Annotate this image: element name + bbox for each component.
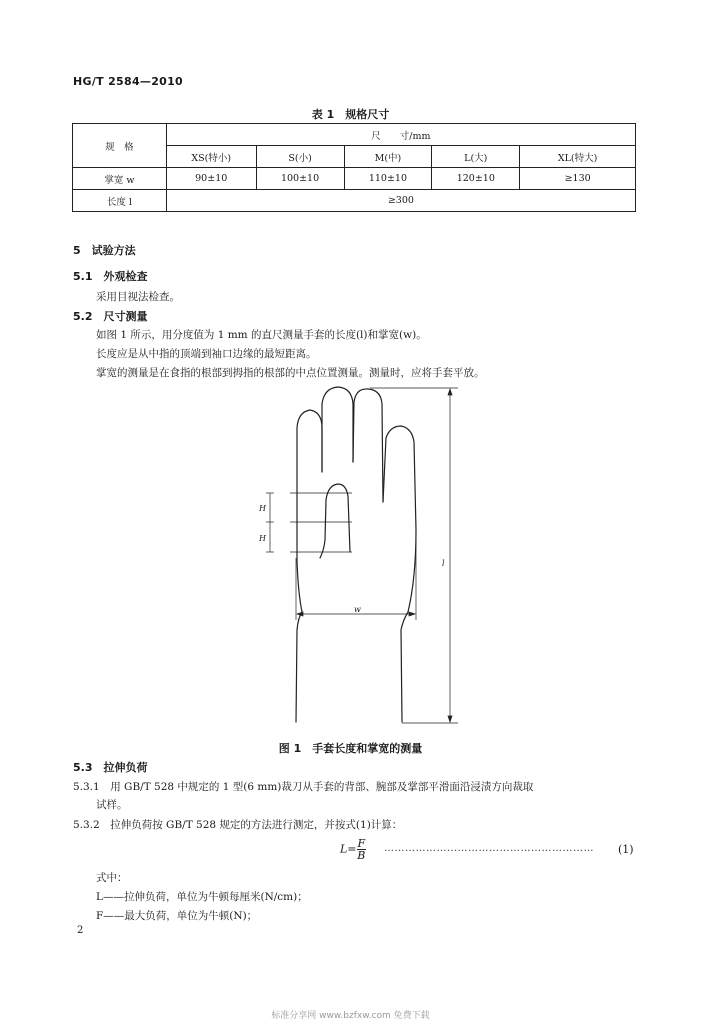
palm-xs: 90±10 bbox=[166, 168, 256, 190]
palm-s: 100±10 bbox=[256, 168, 344, 190]
palm-l: 120±10 bbox=[432, 168, 520, 190]
standard-code: HG/T 2584—2010 bbox=[73, 75, 184, 88]
size-m: M(中) bbox=[344, 146, 432, 168]
size-s: S(小) bbox=[256, 146, 344, 168]
length-label: 长度 l bbox=[73, 190, 167, 212]
section-5-1-title: 5.1 外观检查 bbox=[73, 270, 148, 283]
table-title: 表 1 规格尺寸 bbox=[311, 108, 390, 121]
glove-figure bbox=[240, 380, 470, 730]
w-label: w bbox=[354, 605, 361, 614]
footer-watermark: 标准分享网 www.bzfxw.com 免费下载 bbox=[271, 1011, 430, 1021]
page-number: 2 bbox=[77, 925, 84, 936]
figure-caption: 图 1 手套长度和掌宽的测量 bbox=[278, 742, 423, 755]
formula-lhs: L= bbox=[340, 842, 357, 856]
formula bbox=[340, 838, 366, 861]
section-5-3-2-text: 5.3.2 拉伸负荷按 GB/T 528 规定的方法进行测定，并按式(1)计算： bbox=[73, 819, 403, 831]
formula-denominator: B bbox=[357, 849, 366, 862]
formula-fraction bbox=[357, 838, 367, 861]
l-label: l bbox=[442, 559, 445, 568]
section-5-2-p3: 掌宽的测量是在食指的根部到拇指的根部的中点位置测量。测量时，应将手套平放。 bbox=[96, 367, 485, 379]
glove-outline bbox=[296, 387, 416, 722]
size-xs: XS(特小) bbox=[166, 146, 256, 168]
l-dimension bbox=[370, 388, 458, 723]
size-xl: XL(特大) bbox=[520, 146, 636, 168]
h-label-lower: H bbox=[259, 534, 266, 543]
equation-number: (1) bbox=[618, 843, 634, 856]
length-value: ≥300 bbox=[166, 190, 635, 212]
section-5-3-title: 5.3 拉伸负荷 bbox=[73, 761, 148, 774]
palm-label: 掌宽 w bbox=[73, 168, 167, 190]
col-group-size: 尺 寸/mm bbox=[166, 124, 635, 146]
section-5-2-title: 5.2 尺寸测量 bbox=[73, 310, 148, 323]
section-5-2-p2: 长度应是从中指的顶端到袖口边缘的最短距离。 bbox=[96, 348, 317, 360]
section-5-title: 5 试验方法 bbox=[73, 244, 136, 257]
palm-m: 110±10 bbox=[344, 168, 432, 190]
section-5-1-text: 采用目视法检查。 bbox=[96, 291, 180, 303]
size-l: L(大) bbox=[432, 146, 520, 168]
definition-F: F——最大负荷，单位为牛顿(N)； bbox=[96, 910, 258, 922]
formula-numerator: F bbox=[357, 837, 366, 850]
h-label-upper: H bbox=[259, 504, 266, 513]
row-header-spec: 规 格 bbox=[73, 124, 167, 168]
where-label: 式中： bbox=[96, 872, 128, 884]
section-5-3-1-line2: 试样。 bbox=[96, 799, 128, 811]
palm-xl: ≥130 bbox=[520, 168, 636, 190]
h-dimension bbox=[266, 493, 352, 552]
definition-L: L——拉伸负荷，单位为牛顿每厘米(N/cm)； bbox=[96, 891, 308, 903]
section-5-3-1-line1: 5.3.1 用 GB/T 528 中规定的 1 型(6 mm)裁刀从手套的背部、腕部及掌部平滑面沿浸渍方向裁取 bbox=[73, 781, 534, 793]
spec-table bbox=[72, 123, 636, 212]
section-5-2-p1: 如图 1 所示，用分度值为 1 mm 的直尺测量手套的长度(l)和掌宽(w)。 bbox=[96, 329, 427, 341]
formula-leader-dots: …………………………………………………… bbox=[384, 843, 594, 854]
